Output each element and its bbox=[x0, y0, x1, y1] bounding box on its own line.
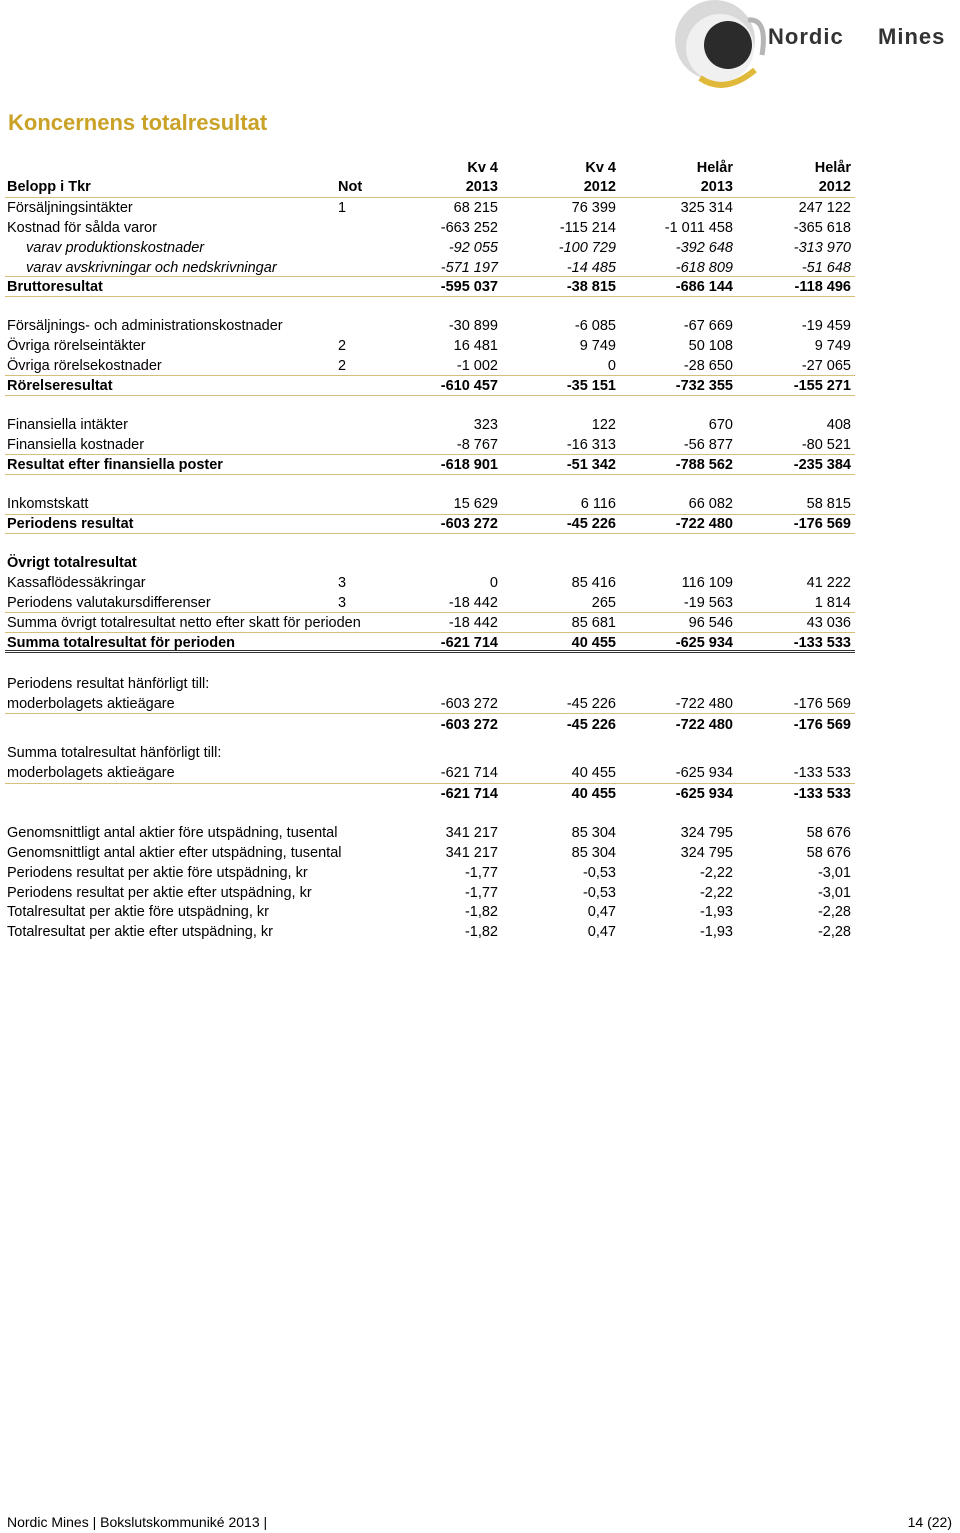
row-value: -176 569 bbox=[793, 696, 851, 712]
row-value: -176 569 bbox=[793, 717, 851, 733]
table-row bbox=[0, 843, 960, 863]
company-logo bbox=[640, 0, 960, 100]
row-value: -38 815 bbox=[566, 279, 616, 295]
row-value: 0,47 bbox=[587, 924, 616, 940]
row-label: varav avskrivningar och nedskrivningar bbox=[26, 260, 277, 276]
table-row bbox=[0, 415, 960, 435]
row-label: varav produktionskostnader bbox=[26, 240, 205, 256]
row-value: 96 546 bbox=[688, 615, 733, 631]
header-label: Belopp i Tkr bbox=[7, 179, 91, 195]
row-value: -56 877 bbox=[683, 437, 733, 453]
page-title: Koncernens totalresultat bbox=[8, 110, 268, 135]
divider bbox=[5, 612, 855, 613]
row-value: -115 214 bbox=[559, 220, 616, 236]
row-value: -2,28 bbox=[817, 904, 851, 920]
row-value: -595 037 bbox=[440, 279, 498, 295]
row-label: Totalresultat per aktie efter utspädning, kr bbox=[7, 924, 273, 940]
table-row bbox=[0, 356, 960, 376]
row-label: Periodens resultat per aktie före utspädning, kr bbox=[7, 865, 308, 881]
row-value: 85 304 bbox=[571, 825, 616, 841]
row-value: -18 442 bbox=[448, 615, 498, 631]
row-value: -235 384 bbox=[793, 457, 851, 473]
row-value: 15 629 bbox=[453, 496, 498, 512]
row-value: -1,77 bbox=[464, 865, 498, 881]
table-row bbox=[0, 218, 960, 238]
row-note: 1 bbox=[338, 200, 347, 216]
row-value: 116 109 bbox=[681, 575, 733, 591]
table-row bbox=[0, 613, 960, 633]
row-label: Totalresultat per aktie före utspädning, kr bbox=[7, 904, 269, 920]
row-label: Finansiella intäkter bbox=[7, 417, 128, 433]
row-value: -16 313 bbox=[566, 437, 616, 453]
row-value: -313 970 bbox=[793, 240, 851, 256]
row-value: -28 650 bbox=[683, 358, 733, 374]
row-value: 247 122 bbox=[798, 200, 851, 216]
row-label: Övrigt totalresultat bbox=[7, 555, 137, 571]
row-value: 58 676 bbox=[806, 845, 851, 861]
row-value: -14 485 bbox=[566, 260, 616, 276]
row-value: -625 934 bbox=[675, 765, 733, 781]
row-value: 0,47 bbox=[587, 904, 616, 920]
row-value: -45 226 bbox=[566, 717, 616, 733]
table-row bbox=[0, 277, 960, 297]
table-row bbox=[0, 435, 960, 455]
row-value: -621 714 bbox=[440, 765, 498, 781]
table-row bbox=[0, 715, 960, 735]
row-note: 3 bbox=[338, 595, 347, 611]
table-row bbox=[0, 784, 960, 804]
row-value: -686 144 bbox=[675, 279, 733, 295]
row-label: Summa totalresultat för perioden bbox=[7, 635, 236, 651]
row-value: -155 271 bbox=[793, 378, 851, 394]
row-label: Resultat efter finansiella poster bbox=[7, 457, 223, 473]
row-value: 58 815 bbox=[806, 496, 851, 512]
row-label: Övriga rörelsekostnader bbox=[7, 358, 162, 374]
row-value: 670 bbox=[708, 417, 733, 433]
double-divider bbox=[5, 650, 855, 653]
row-value: -80 521 bbox=[801, 437, 851, 453]
row-value: 341 217 bbox=[445, 845, 498, 861]
row-value: -571 197 bbox=[440, 260, 498, 276]
table-row bbox=[0, 883, 960, 903]
row-value: 41 222 bbox=[806, 575, 851, 591]
table-row bbox=[0, 902, 960, 922]
row-value: 40 455 bbox=[571, 786, 616, 802]
row-value: -8 767 bbox=[456, 437, 498, 453]
footer-text: Nordic Mines | Bokslutskommuniké 2013 | bbox=[7, 1514, 268, 1530]
row-value: 265 bbox=[591, 595, 616, 611]
row-value: -1,82 bbox=[464, 904, 498, 920]
table-row bbox=[0, 198, 960, 218]
row-value: 85 304 bbox=[571, 845, 616, 861]
row-value: -19 459 bbox=[801, 318, 851, 334]
row-value: -1,93 bbox=[699, 924, 733, 940]
row-value: 50 108 bbox=[688, 338, 733, 354]
row-label: Finansiella kostnader bbox=[7, 437, 145, 453]
row-value: -6 085 bbox=[574, 318, 616, 334]
row-value: -118 496 bbox=[794, 279, 851, 295]
row-label: Kostnad för sålda varor bbox=[7, 220, 157, 236]
row-value: 16 481 bbox=[453, 338, 498, 354]
table-row bbox=[0, 823, 960, 843]
row-value: -1,93 bbox=[699, 904, 733, 920]
row-value: -67 669 bbox=[683, 318, 733, 334]
row-value: 0 bbox=[607, 358, 616, 374]
table-row bbox=[0, 376, 960, 396]
row-label: Inkomstskatt bbox=[7, 496, 89, 512]
divider bbox=[5, 395, 855, 396]
divider bbox=[5, 514, 855, 515]
row-value: 325 314 bbox=[680, 200, 733, 216]
row-value: -732 355 bbox=[675, 378, 733, 394]
header-cell: Helår bbox=[814, 160, 851, 176]
row-value: -788 562 bbox=[675, 457, 733, 473]
row-value: -133 533 bbox=[793, 765, 851, 781]
row-value: 9 749 bbox=[814, 338, 851, 354]
table-row bbox=[0, 763, 960, 783]
row-value: -365 618 bbox=[793, 220, 851, 236]
row-value: 1 814 bbox=[814, 595, 851, 611]
row-value: -18 442 bbox=[448, 595, 498, 611]
header-cell: Kv 4 bbox=[585, 160, 616, 176]
table-row bbox=[0, 922, 960, 942]
table-row bbox=[0, 593, 960, 613]
row-value: -35 151 bbox=[566, 378, 616, 394]
row-label: Kassaflödessäkringar bbox=[7, 575, 146, 591]
divider bbox=[5, 474, 855, 475]
row-value: -27 065 bbox=[801, 358, 851, 374]
row-value: -45 226 bbox=[566, 696, 616, 712]
row-label: Bruttoresultat bbox=[7, 279, 103, 295]
header-cell: 2013 bbox=[700, 179, 733, 195]
row-label: moderbolagets aktieägare bbox=[7, 696, 175, 712]
row-value: -603 272 bbox=[440, 717, 498, 733]
row-value: 66 082 bbox=[688, 496, 733, 512]
row-value: -133 533 bbox=[793, 786, 851, 802]
row-label: Genomsnittligt antal aktier före utspädning, tusental bbox=[7, 825, 338, 841]
row-label: Periodens resultat per aktie efter utspädning, kr bbox=[7, 885, 312, 901]
row-label: Genomsnittligt antal aktier efter utspädning, tusental bbox=[7, 845, 342, 861]
table-row bbox=[0, 455, 960, 475]
row-value: -133 533 bbox=[793, 635, 851, 651]
divider bbox=[5, 533, 855, 534]
row-value: -722 480 bbox=[675, 516, 733, 532]
row-label: Övriga rörelseintäkter bbox=[7, 338, 146, 354]
row-value: -392 648 bbox=[675, 240, 733, 256]
row-value: -1,77 bbox=[464, 885, 498, 901]
table-header-period bbox=[0, 158, 960, 178]
table-row bbox=[0, 863, 960, 883]
logo-text-nordic: Nordic bbox=[768, 24, 844, 49]
row-label: Summa övrigt totalresultat netto efter skatt för perioden bbox=[7, 615, 361, 631]
row-value: -722 480 bbox=[675, 696, 733, 712]
row-value: 408 bbox=[826, 417, 851, 433]
divider bbox=[5, 454, 855, 455]
row-value: 122 bbox=[591, 417, 616, 433]
row-value: -610 457 bbox=[440, 378, 498, 394]
row-value: -45 226 bbox=[566, 516, 616, 532]
logo-text-mines: Mines bbox=[878, 24, 946, 49]
row-value: 323 bbox=[473, 417, 498, 433]
row-value: -176 569 bbox=[793, 516, 851, 532]
row-value: 9 749 bbox=[579, 338, 616, 354]
row-label: Försäljnings- och administrationskostnader bbox=[7, 318, 283, 334]
divider bbox=[5, 276, 855, 277]
row-value: -100 729 bbox=[558, 240, 616, 256]
logo-mark-icon bbox=[640, 0, 960, 100]
table-row bbox=[0, 494, 960, 514]
table-row bbox=[0, 514, 960, 534]
row-value: -19 563 bbox=[683, 595, 733, 611]
row-value: -618 809 bbox=[675, 260, 733, 276]
row-value: 324 795 bbox=[680, 825, 733, 841]
row-value: 324 795 bbox=[680, 845, 733, 861]
table-row bbox=[0, 743, 960, 763]
row-value: -30 899 bbox=[448, 318, 498, 334]
row-value: -51 342 bbox=[566, 457, 616, 473]
row-label: Periodens resultat bbox=[7, 516, 134, 532]
row-value: -625 934 bbox=[675, 635, 733, 651]
row-value: 341 217 bbox=[445, 825, 498, 841]
table-row bbox=[0, 553, 960, 573]
row-value: -0,53 bbox=[582, 865, 616, 881]
row-value: -0,53 bbox=[582, 885, 616, 901]
row-value: -625 934 bbox=[675, 786, 733, 802]
row-value: 40 455 bbox=[571, 635, 616, 651]
table-row bbox=[0, 336, 960, 356]
row-label: Summa totalresultat hänförligt till: bbox=[7, 745, 222, 761]
row-label: Periodens resultat hänförligt till: bbox=[7, 676, 210, 692]
row-value: 68 215 bbox=[453, 200, 498, 216]
divider bbox=[5, 632, 855, 633]
row-value: -92 055 bbox=[448, 240, 498, 256]
row-value: 43 036 bbox=[806, 615, 851, 631]
table-header-year bbox=[0, 177, 960, 197]
table-row bbox=[0, 694, 960, 714]
table-row bbox=[0, 238, 960, 258]
header-cell: 2013 bbox=[465, 179, 498, 195]
row-value: 85 681 bbox=[571, 615, 616, 631]
header-cell: 2012 bbox=[818, 179, 851, 195]
row-value: -603 272 bbox=[440, 696, 498, 712]
divider bbox=[5, 296, 855, 297]
row-label: Periodens valutakursdifferenser bbox=[7, 595, 211, 611]
row-value: -621 714 bbox=[440, 786, 498, 802]
header-cell: Helår bbox=[696, 160, 733, 176]
row-note: 2 bbox=[338, 358, 347, 374]
row-value: -2,28 bbox=[817, 924, 851, 940]
divider bbox=[5, 375, 855, 376]
row-label: moderbolagets aktieägare bbox=[7, 765, 175, 781]
row-value: 40 455 bbox=[571, 765, 616, 781]
row-value: -1,82 bbox=[464, 924, 498, 940]
row-value: -3,01 bbox=[817, 885, 851, 901]
row-value: 6 116 bbox=[580, 496, 616, 512]
row-value: 85 416 bbox=[571, 575, 616, 591]
header-cell: Kv 4 bbox=[467, 160, 498, 176]
row-label: Rörelseresultat bbox=[7, 378, 113, 394]
row-value: 58 676 bbox=[806, 825, 851, 841]
header-cell: 2012 bbox=[583, 179, 616, 195]
table-row bbox=[0, 258, 960, 278]
row-value: -621 714 bbox=[440, 635, 498, 651]
row-value: -2,22 bbox=[699, 865, 733, 881]
row-note: 3 bbox=[338, 575, 347, 591]
row-value: -603 272 bbox=[440, 516, 498, 532]
row-value: -1 002 bbox=[456, 358, 498, 374]
table-row bbox=[0, 316, 960, 336]
row-value: -722 480 bbox=[675, 717, 733, 733]
row-value: -663 252 bbox=[440, 220, 498, 236]
row-value: 0 bbox=[489, 575, 498, 591]
row-value: 76 399 bbox=[571, 200, 616, 216]
table-row bbox=[0, 573, 960, 593]
row-label: Försäljningsintäkter bbox=[7, 200, 133, 216]
row-value: -2,22 bbox=[699, 885, 733, 901]
table-row bbox=[0, 674, 960, 694]
row-value: -3,01 bbox=[817, 865, 851, 881]
divider bbox=[5, 783, 855, 784]
row-value: -1 011 458 bbox=[664, 220, 733, 236]
header-not: Not bbox=[338, 179, 363, 195]
row-value: -618 901 bbox=[440, 457, 498, 473]
row-value: -51 648 bbox=[801, 260, 851, 276]
page-number: 14 (22) bbox=[907, 1514, 952, 1530]
divider bbox=[5, 713, 855, 714]
row-note: 2 bbox=[338, 338, 347, 354]
